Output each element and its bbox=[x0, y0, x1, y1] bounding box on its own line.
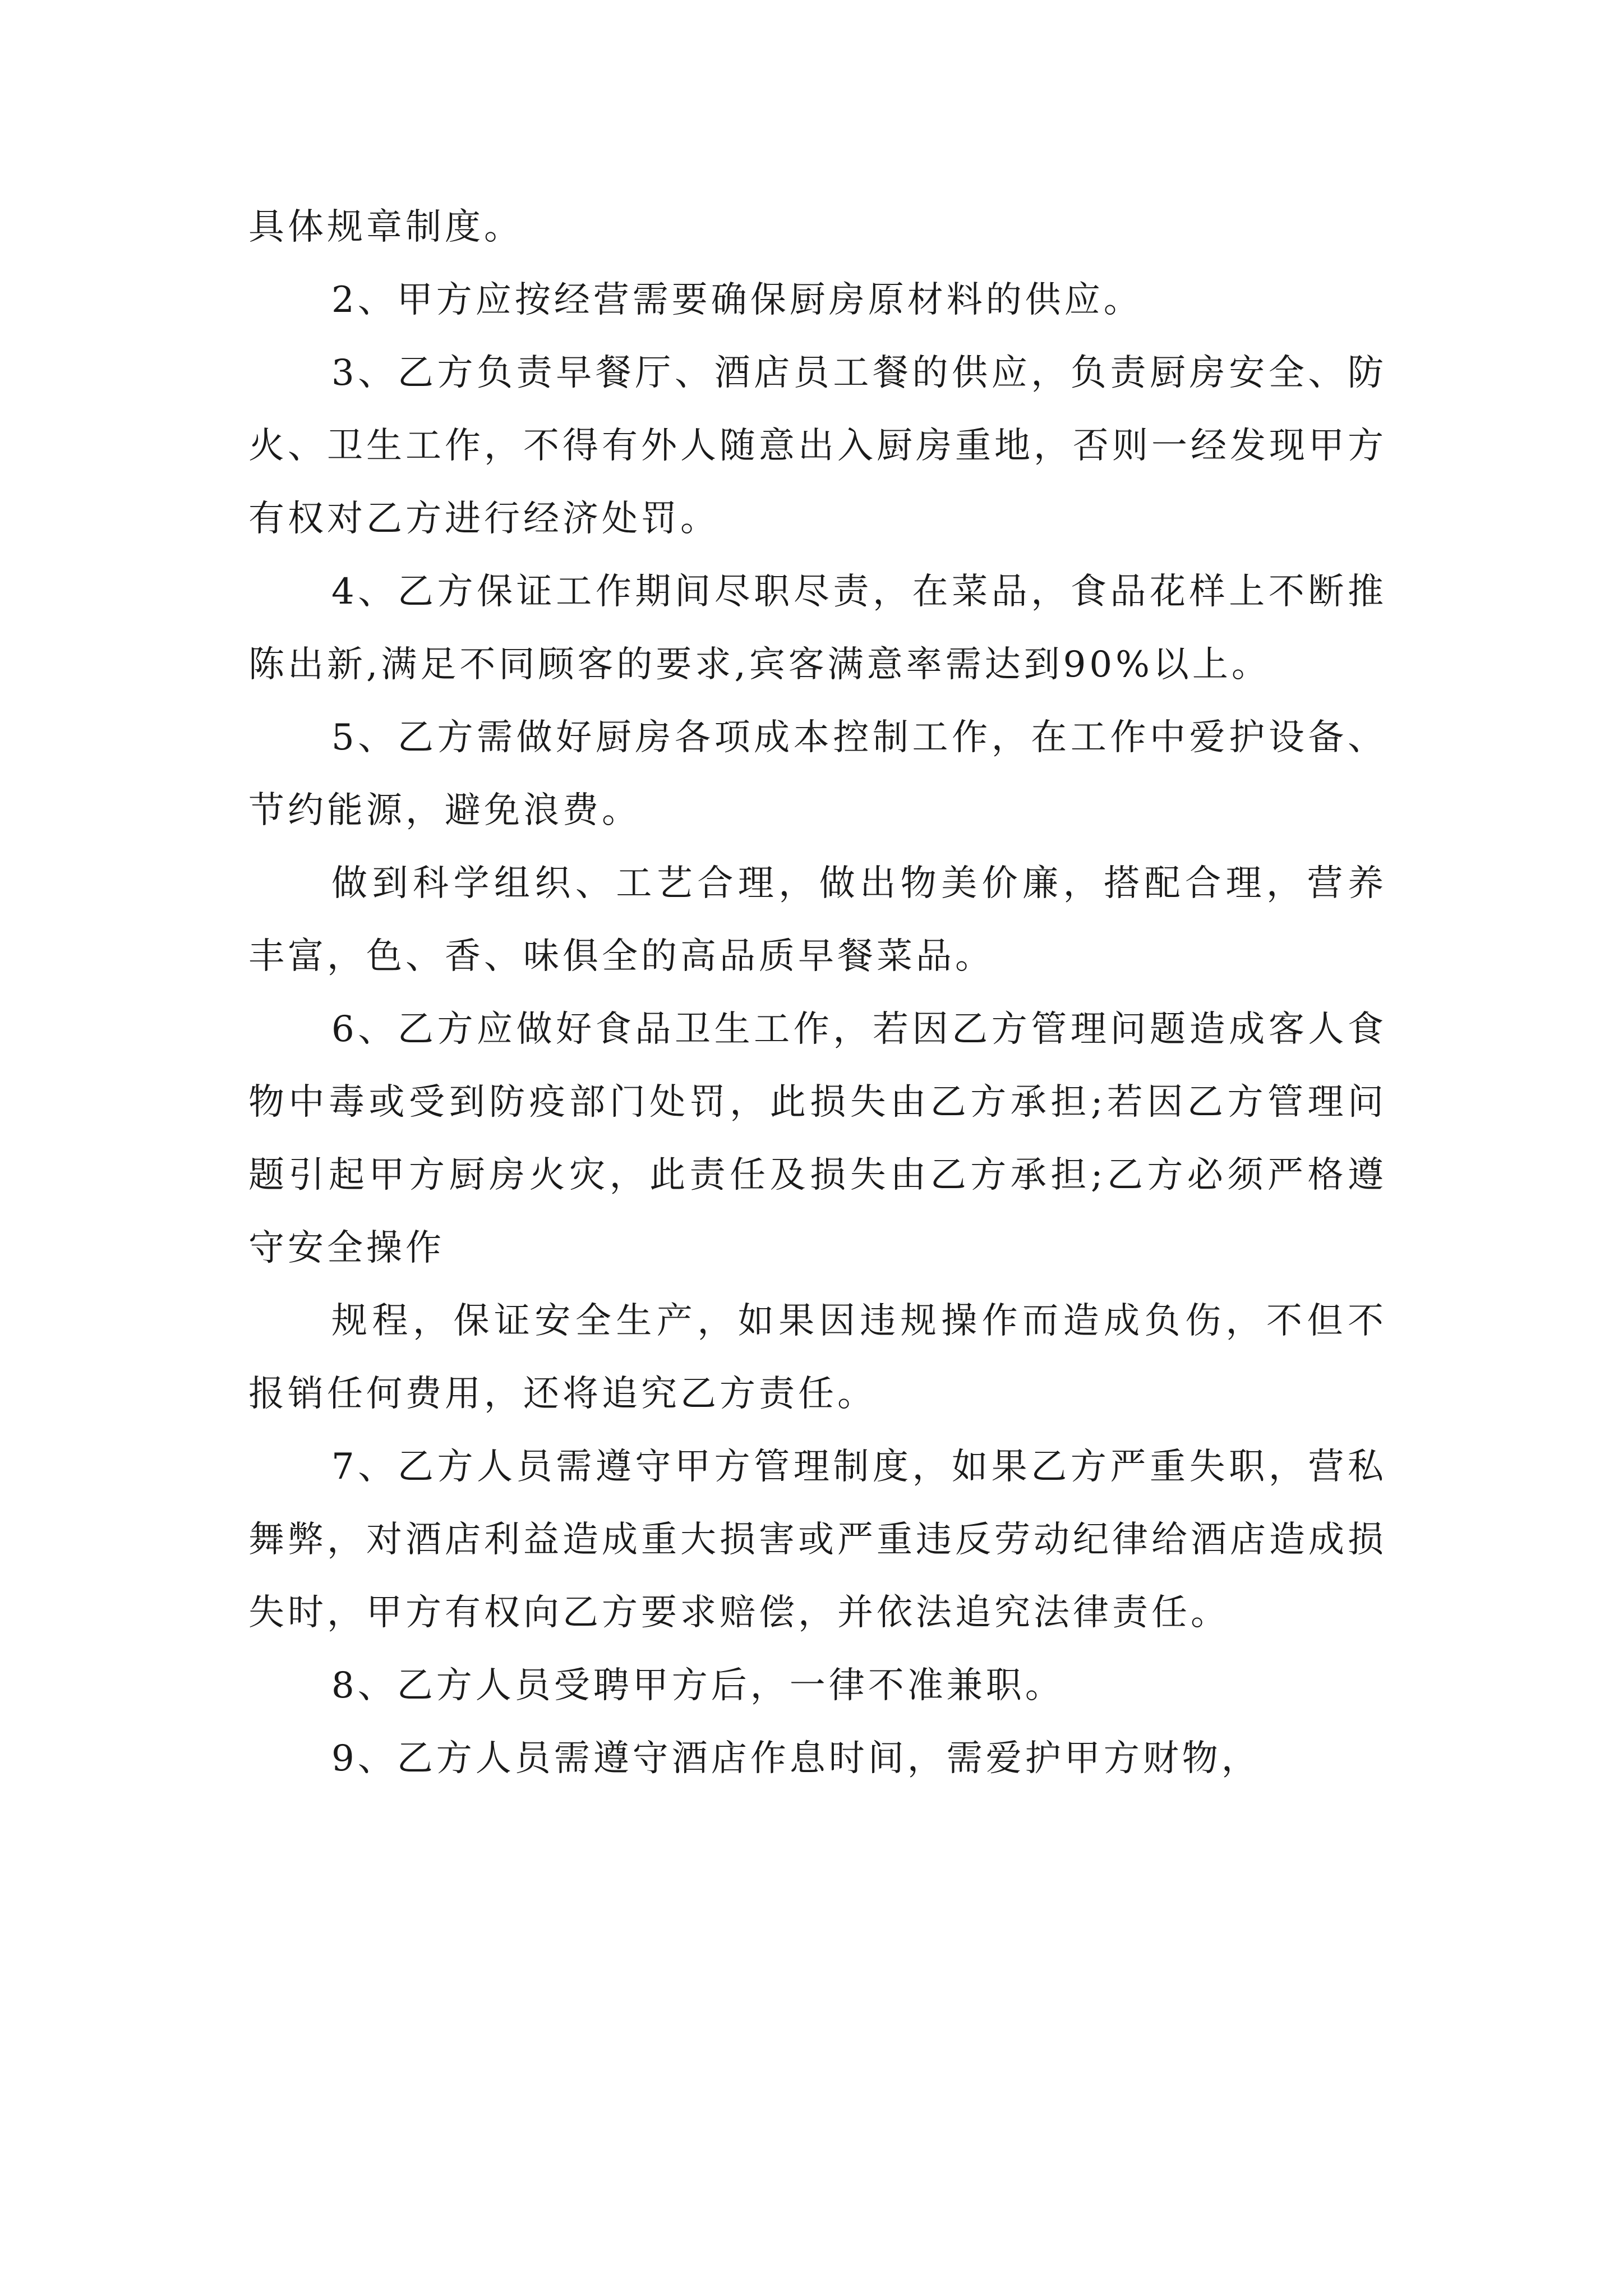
paragraph-item-7: 7、乙方人员需遵守甲方管理制度，如果乙方严重失职，营私舞弊，对酒店利益造成重大损害或严重违反劳动纪律给酒店造成损失时，甲方有权向乙方要求赔偿，并依法追究法律责任。 bbox=[248, 1446, 1387, 1634]
paragraph-item-4: 4、乙方保证工作期间尽职尽责，在菜品，食品花样上不断推陈出新,满足不同顾客的要求,宾客满意率需达到90%以上。 bbox=[248, 571, 1387, 685]
paragraph-item-6: 6、乙方应做好食品卫生工作，若因乙方管理问题造成客人食物中毒或受到防疫部门处罚，此损失由乙方承担;若因乙方管理问题引起甲方厨房火灾，此责任及损失由乙方承担;乙方必须严格遵守安全操作 bbox=[248, 1009, 1387, 1269]
paragraph-item-2: 2、甲方应按经营需要确保厨房原材料的供应。 bbox=[331, 279, 1143, 321]
paragraph-item-6-continued: 规程，保证安全生产，如果因违规操作而造成负伤，不但不报销任何费用，还将追究乙方责任。 bbox=[248, 1300, 1387, 1415]
paragraph-item-5: 5、乙方需做好厨房各项成本控制工作，在工作中爱护设备、节约能源，避免浪费。 bbox=[248, 717, 1387, 831]
paragraph-item-5-continued: 做到科学组织、工艺合理，做出物美价廉，搭配合理，营养丰富，色、香、味俱全的高品质早餐菜品。 bbox=[248, 863, 1387, 977]
paragraph-item-3: 3、乙方负责早餐厅、酒店员工餐的供应，负责厨房安全、防火、卫生工作，不得有外人随意出入厨房重地，否则一经发现甲方有权对乙方进行经济处罚。 bbox=[248, 352, 1387, 540]
paragraph-item-8: 8、乙方人员受聘甲方后，一律不准兼职。 bbox=[331, 1665, 1064, 1706]
paragraph-item-9: 9、乙方人员需遵守酒店作息时间，需爱护甲方财物， bbox=[331, 1738, 1261, 1779]
document-body bbox=[248, 191, 1387, 1795]
paragraph-continuation: 具体规章制度。 bbox=[248, 206, 523, 248]
